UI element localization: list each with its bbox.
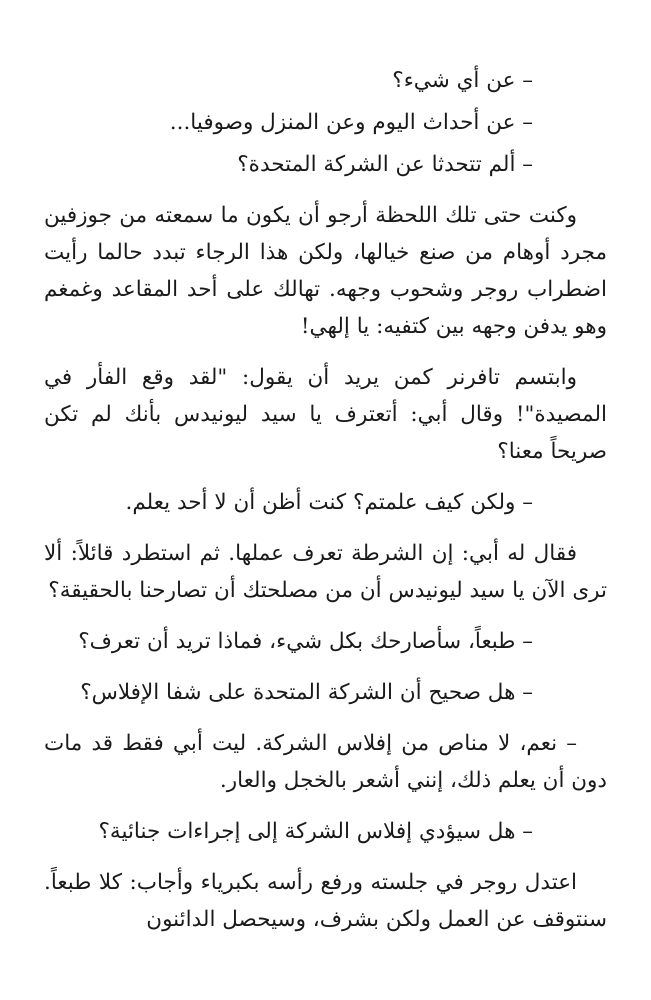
narrative-paragraph: فقال له أبي: إن الشرطة تعرف عملها. ثم استطرد قائلاً: ألا ترى الآن يا سيد ليونيدس أن من مصلحتك أن تصارحنا بالحقيقة؟ <box>44 541 607 603</box>
narrative-paragraph: اعتدل روجر في جلسته ورفع رأسه بكبرياء وأجاب: كلا طبعاً. سنتوقف عن العمل ولكن بشرف، وسيحصل الدائنون <box>44 870 607 932</box>
narrative-paragraph: وابتسم تافرنر كمن يريد أن يقول: "لقد وقع الفأر في المصيدة"! وقال أبي: أتعترف يا سيد ليونيدس بأنك لم تكن صريحاً معنا؟ <box>44 365 607 464</box>
dialogue-line: – عن أي شيء؟ <box>392 68 533 93</box>
dialogue-paragraph: – نعم، لا مناص من إفلاس الشركة. ليت أبي فقط قد مات دون أن يعلم ذلك، إنني أشعر بالخجل والعار. <box>44 731 607 793</box>
dialogue-line: – هل صحيح أن الشركة المتحدة على شفا الإفلاس؟ <box>80 680 533 705</box>
dialogue-line: – عن أحداث اليوم وعن المنزل وصوفيا... <box>169 110 533 135</box>
dialogue-line: – ولكن كيف علمتم؟ كنت أظن أن لا أحد يعلم. <box>125 490 533 515</box>
narrative-paragraph: وكنت حتى تلك اللحظة أرجو أن يكون ما سمعته من جوزفين مجرد أوهام من صنع خيالها، ولكن هذا الرجاء تبدد حالما رأيت اضطراب روجر وشحوب وجهه. تهالك على أحد المقاعد وغمغم وهو يدفن وجهه بين كتفيه: يا إلهي! <box>44 203 607 339</box>
dialogue-line: – طبعاً، سأصارحك بكل شيء، فماذا تريد أن تعرف؟ <box>78 629 533 654</box>
dialogue-line: – هل سيؤدي إفلاس الشركة إلى إجراءات جنائية؟ <box>98 819 533 844</box>
dialogue-line: – ألم تتحدثا عن الشركة المتحدة؟ <box>237 152 533 177</box>
